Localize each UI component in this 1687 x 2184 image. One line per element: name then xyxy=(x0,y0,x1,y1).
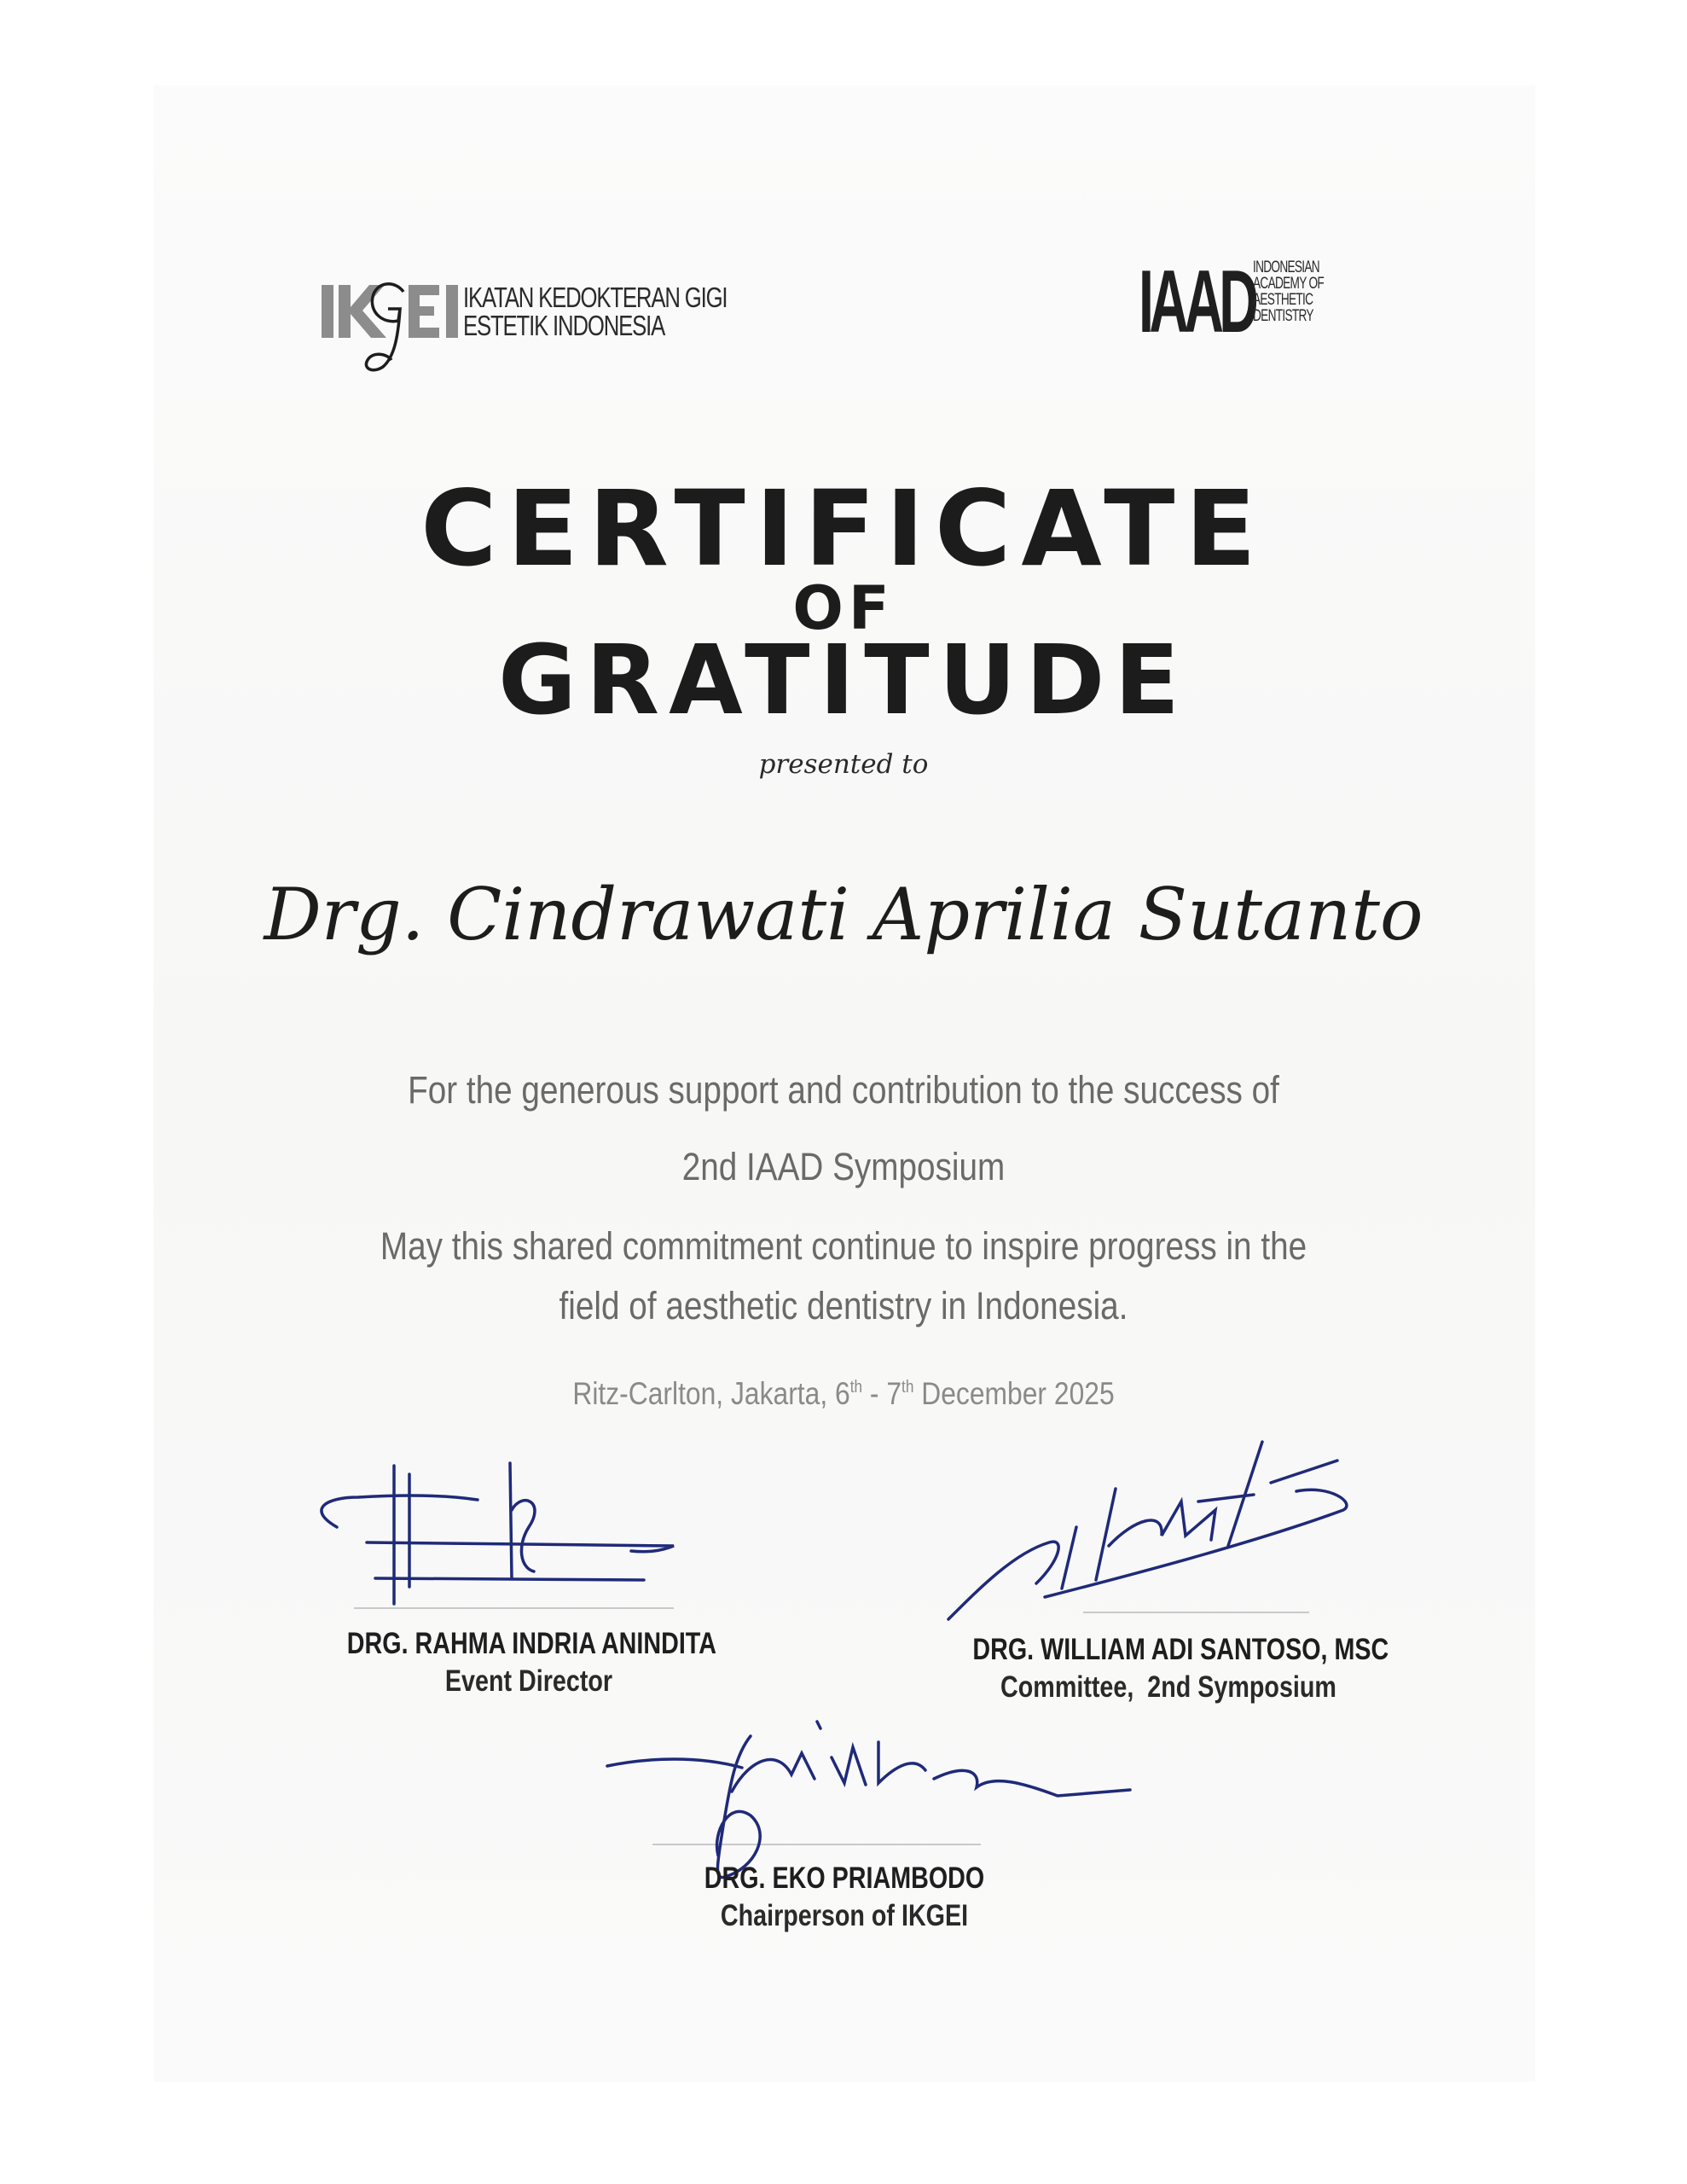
signatory-2-role: Committee, 2nd Symposium xyxy=(1000,1670,1336,1704)
title-gratitude: GRATITUDE xyxy=(497,625,1190,736)
venue-prefix: Ritz-Carlton, Jakarta, 6 xyxy=(572,1376,850,1411)
iaad-logo-mark: IAAD xyxy=(1139,253,1255,351)
venue-sup-1: th xyxy=(849,1378,863,1397)
ikgei-logo-line1: IKATAN KEDOKTERAN GIGI xyxy=(463,282,728,313)
body-line-4: field of aesthetic dentistry in Indonesia. xyxy=(559,1284,1128,1327)
iaad-logo-line4: DENTISTRY xyxy=(1253,307,1313,325)
venue-sup-2: th xyxy=(901,1378,914,1397)
signatory-2 xyxy=(972,1631,1389,1706)
recipient-name: Drg. Cindrawati Aprilia Sutanto xyxy=(264,873,1423,956)
signatory-1-role: Event Director xyxy=(444,1664,613,1698)
signatory-3-role: Chairperson of IKGEI xyxy=(720,1899,969,1932)
title-of: OF xyxy=(792,573,895,643)
signature-william xyxy=(948,1442,1347,1619)
venue-middle: - 7 xyxy=(862,1376,902,1411)
signature-eko xyxy=(607,1722,1130,1878)
signatory-3-name: DRG. EKO PRIAMBODO xyxy=(704,1862,985,1895)
title-certificate: CERTIFICATE xyxy=(420,468,1267,590)
body-line-2: 2nd IAAD Symposium xyxy=(681,1145,1006,1188)
signatory-2-name: DRG. WILLIAM ADI SANTOSO, MSC xyxy=(972,1633,1389,1666)
signatory-1-name: DRG. RAHMA INDRIA ANINDITA xyxy=(346,1627,716,1660)
iaad-logo-line3: AESTHETIC xyxy=(1253,291,1313,309)
body-line-3: May this shared commitment continue to inspire progress in the xyxy=(380,1224,1307,1268)
presented-to-label: presented to xyxy=(758,749,929,780)
iaad-logo-line1: INDONESIAN xyxy=(1253,258,1319,276)
signatory-3 xyxy=(670,1860,1019,1935)
body-line-1: For the generous support and contribution to the success of xyxy=(408,1068,1279,1112)
signature-rahma xyxy=(322,1463,674,1604)
signatory-1 xyxy=(346,1625,716,1700)
ikgei-logo-line2: ESTETIK INDONESIA xyxy=(463,310,665,341)
venue-suffix: December 2025 xyxy=(913,1376,1115,1411)
iaad-logo-line2: ACADEMY OF xyxy=(1253,275,1325,293)
